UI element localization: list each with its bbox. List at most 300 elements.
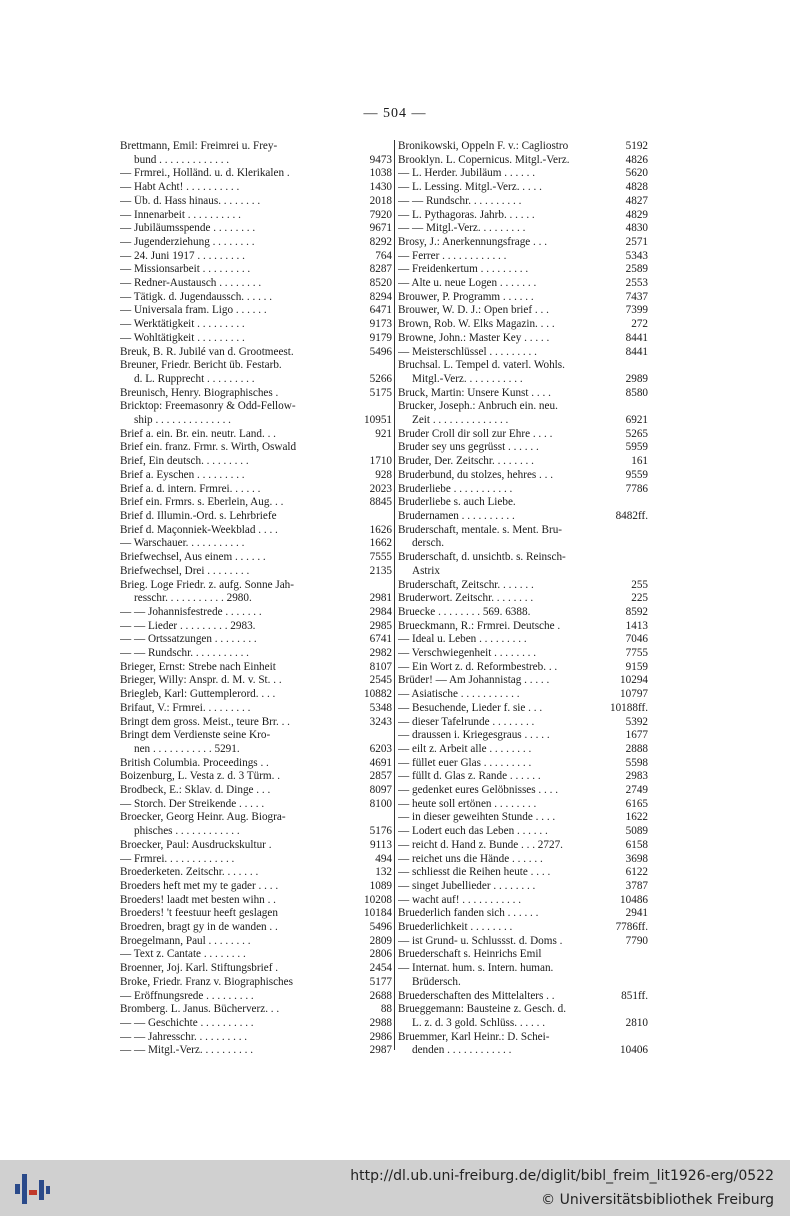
entry-number (644, 962, 648, 976)
index-entry (398, 633, 648, 647)
index-entry (398, 236, 648, 250)
entry-title: Breuk, B. R. Jubilé van d. Grootmeest. (120, 345, 294, 358)
entry-title: — heute soll ertönen . . . . . . . . (398, 797, 537, 810)
index-entry (120, 798, 392, 812)
entry-title: Broecker, Paul: Ausdruckskultur . (120, 838, 272, 851)
index-entry (398, 620, 648, 634)
entry-number: 2983 (625, 770, 648, 783)
entry-number (644, 537, 648, 551)
entry-title: Brouwer, W. D. J.: Open brief . . . (398, 304, 549, 317)
index-entry (398, 894, 648, 908)
entry-number: 8287 (369, 263, 392, 276)
index-entry (120, 757, 392, 771)
entry-title: British Columbia. Proceedings . . (120, 756, 269, 769)
entry-title: Bringt dem gross. Meist., teure Brr. . . (120, 715, 290, 728)
entry-title: — Frmrei. . . . . . . . . . . . . (120, 852, 235, 865)
entry-number: 9473 (369, 153, 392, 166)
index-entry (120, 346, 392, 360)
index-entry (120, 222, 392, 236)
entry-number: 10184 (364, 907, 392, 920)
entry-number: 2984 (369, 605, 392, 618)
entry-title: Brueggemann: Bausteine z. Gesch. d. (398, 1003, 567, 1016)
index-entry (398, 483, 648, 497)
entry-number: 2749 (625, 784, 648, 797)
entry-title: Bruderliebe s. auch Liebe. (398, 496, 516, 509)
index-entry (398, 154, 648, 168)
entry-number: 1622 (625, 811, 648, 824)
entry-title: Brief d. Maçonniek-Weekblad . . . . (120, 523, 278, 536)
index-entry (120, 181, 392, 195)
index-entry (120, 592, 392, 606)
entry-title: — dieser Tafelrunde . . . . . . . . (398, 715, 535, 728)
entry-number: 7046 (625, 633, 648, 646)
entry-title: — Freidenkertum . . . . . . . . . (398, 263, 529, 276)
index-entry (398, 702, 648, 716)
entry-number: 2982 (369, 647, 392, 660)
entry-title: Brodbeck, E.: Sklav. d. Dinge . . . (120, 784, 271, 797)
entry-number: 5192 (625, 140, 648, 152)
entry-title: bund . . . . . . . . . . . . . (134, 153, 230, 166)
entry-number (388, 359, 392, 373)
entry-number: 5959 (625, 441, 648, 454)
index-entry (120, 990, 392, 1004)
entry-number: 9671 (369, 222, 392, 235)
entry-title: Brieger, Willy: Anspr. d. M. v. St. . . (120, 674, 282, 687)
index-entry (120, 894, 392, 908)
index-entry (120, 976, 392, 990)
index-entry (120, 729, 392, 743)
index-entry (398, 524, 648, 538)
index-entry (398, 962, 648, 976)
index-entry (120, 811, 392, 825)
entry-title: Brief ein. franz. Frmr. s. Wirth, Oswald (120, 441, 297, 454)
entry-number: 8294 (369, 290, 392, 303)
index-column-left (120, 140, 392, 1058)
entry-title: Breuner, Friedr. Bericht üb. Festarb. (120, 359, 282, 372)
entry-title: — Ideal u. Leben . . . . . . . . . (398, 633, 527, 646)
entry-number (644, 1003, 648, 1017)
entry-number: 9173 (369, 318, 392, 331)
index-entry (398, 1031, 648, 1045)
entry-number: 10486 (620, 893, 648, 906)
entry-title: Brüder! — Am Johannistag . . . . . (398, 674, 550, 687)
entry-number: 10882 (364, 688, 392, 701)
entry-number: 2989 (625, 372, 648, 385)
entry-number (388, 441, 392, 455)
entry-number: 7920 (369, 208, 392, 221)
entry-title: Briegleb, Karl: Guttemplerord. . . . (120, 688, 276, 701)
index-entry (398, 140, 648, 154)
entry-title: Brieg. Loge Friedr. z. aufg. Sonne Jah- (120, 578, 294, 591)
entry-number: 6921 (625, 414, 648, 427)
index-entry (120, 935, 392, 949)
entry-title: — ist Grund- u. Schlussst. d. Doms . (398, 934, 563, 947)
entry-number: 255 (631, 578, 648, 591)
entry-number: 1089 (369, 879, 392, 892)
index-entry (120, 195, 392, 209)
index-entry (398, 661, 648, 675)
index-entry (120, 428, 392, 442)
entry-number: 2857 (369, 770, 392, 783)
entry-number: 88 (380, 1003, 392, 1016)
entry-number: 7790 (625, 934, 648, 947)
entry-number: 494 (375, 852, 392, 865)
entry-title: — Werktätigkeit . . . . . . . . . (120, 318, 245, 331)
index-entry (398, 510, 648, 524)
index-entry (120, 483, 392, 497)
entry-title: Broeders! 't feestuur heeft geslagen (120, 907, 278, 920)
index-entry (398, 469, 648, 483)
entry-number: 9159 (625, 660, 648, 673)
index-entry (120, 770, 392, 784)
entry-title: — singet Jubellieder . . . . . . . . (398, 879, 536, 892)
entry-number: 5496 (369, 345, 392, 358)
index-entry (120, 825, 392, 839)
entry-number: 1430 (369, 181, 392, 194)
entry-title: — — Jahresschr. . . . . . . . . . (120, 1030, 248, 1043)
entry-title: — 24. Juni 1917 . . . . . . . . . (120, 249, 245, 262)
entry-number (388, 579, 392, 593)
entry-number: 1662 (369, 537, 392, 550)
entry-number: 132 (375, 866, 392, 879)
entry-title: — Storch. Der Streikende . . . . . (120, 797, 265, 810)
entry-title: Bruderbund, du stolzes, hehres . . . (398, 468, 554, 481)
entry-title: Broke, Friedr. Franz v. Biographisches (120, 975, 293, 988)
entry-title: — Jubiläumsspende . . . . . . . . (120, 222, 256, 235)
entry-title: — Universala fram. Ligo . . . . . . (120, 304, 267, 317)
entry-number: 5392 (625, 715, 648, 728)
entry-title: Browne, John.: Master Key . . . . . (398, 331, 550, 344)
entry-number: 3243 (369, 715, 392, 728)
entry-title: Brooklyn. L. Copernicus. Mitgl.-Verz. (398, 153, 570, 166)
entry-number: 2589 (625, 263, 648, 276)
entry-title: — — Mitgl.-Verz. . . . . . . . . (398, 222, 526, 235)
entry-number: 1626 (369, 523, 392, 536)
index-entry (398, 647, 648, 661)
entry-number: 3787 (625, 879, 648, 892)
entry-number: 8520 (369, 277, 392, 290)
entry-number: 6203 (369, 742, 392, 755)
index-entry (398, 880, 648, 894)
entry-number: 2986 (369, 1030, 392, 1043)
index-entry (120, 414, 392, 428)
index-entry (398, 455, 648, 469)
entry-title: Bruderwort. Zeitschr. . . . . . . . (398, 592, 534, 605)
index-entry (120, 1003, 392, 1017)
entry-number: 4828 (625, 181, 648, 194)
index-entry (398, 743, 648, 757)
index-entry (120, 496, 392, 510)
index-entry (398, 496, 648, 510)
index-entry (120, 1031, 392, 1045)
entry-title: L. z. d. 3 gold. Schlüss. . . . . . (412, 1017, 546, 1029)
entry-title: Zeit . . . . . . . . . . . . . . (412, 414, 509, 427)
entry-number: 10188ff. (609, 701, 648, 714)
index-entry (120, 537, 392, 551)
entry-title: Broeders! laadt met besten wihn . . (120, 893, 276, 906)
entry-title: Brosy, J.: Anerkennungsfrage . . . (398, 235, 548, 248)
entry-title: Bruderliebe . . . . . . . . . . . (398, 482, 513, 495)
entry-title: Brifaut, V.: Frmrei. . . . . . . . . (120, 701, 251, 714)
entry-number: 2806 (369, 948, 392, 961)
index-entry (120, 304, 392, 318)
entry-title: Bruder Croll dir soll zur Ehre . . . . (398, 427, 553, 440)
index-entry (120, 455, 392, 469)
entry-number (644, 1031, 648, 1045)
entry-title: Brettmann, Emil: Freimrei u. Frey- (120, 140, 278, 152)
entry-title: — Redner-Austausch . . . . . . . . (120, 277, 262, 290)
index-entry (120, 291, 392, 305)
index-entry (120, 209, 392, 223)
entry-title: — Frmrei., Holländ. u. d. Klerikalen . (120, 167, 290, 180)
entry-title: Bricktop: Freemasonry & Odd-Fellow- (120, 400, 296, 413)
entry-number: 8107 (369, 660, 392, 673)
index-entry (398, 811, 648, 825)
entry-number: 8592 (625, 605, 648, 618)
entry-title: — Innenarbeit . . . . . . . . . . (120, 208, 241, 221)
entry-number: 2888 (625, 742, 648, 755)
source-url-link[interactable]: http://dl.ub.uni-freiburg.de/diglit/bibl_freim_lit1926-erg/0522 (350, 1168, 774, 1184)
entry-number: 2987 (369, 1044, 392, 1057)
entry-title: — wacht auf! . . . . . . . . . . . (398, 893, 522, 906)
entry-title: — Jugenderziehung . . . . . . . . (120, 235, 255, 248)
index-entry (398, 428, 648, 442)
index-entry (398, 414, 648, 428)
index-entry (120, 524, 392, 538)
index-entry (120, 948, 392, 962)
index-entry (398, 359, 648, 373)
index-entry (398, 1003, 648, 1017)
index-entry (398, 181, 648, 195)
index-entry (120, 880, 392, 894)
index-entry (398, 263, 648, 277)
entry-number: 225 (631, 592, 648, 605)
entry-title: — — Ortssatzungen . . . . . . . . (120, 633, 257, 646)
entry-number: 851ff. (621, 989, 648, 1002)
entry-title: Bruederschaften des Mittelalters . . (398, 989, 555, 1002)
entry-title: — — Geschichte . . . . . . . . . . (120, 1017, 254, 1029)
entry-title: Brief a. d. intern. Frmrei. . . . . . (120, 482, 261, 495)
entry-title: Brudernamen . . . . . . . . . . (398, 509, 515, 522)
entry-number: 1038 (369, 167, 392, 180)
entry-number: 2985 (369, 619, 392, 632)
entry-number (388, 140, 392, 154)
index-entry (120, 743, 392, 757)
entry-number: 5177 (369, 975, 392, 988)
index-entry (398, 565, 648, 579)
index-entry (120, 853, 392, 867)
entry-title: — Lodert euch das Leben . . . . . . (398, 825, 548, 838)
entry-title: — L. Lessing. Mitgl.-Verz. . . . . (398, 181, 542, 194)
entry-number: 5176 (369, 825, 392, 838)
entry-title: — L. Pythagoras. Jahrb. . . . . . (398, 208, 535, 221)
index-entry (120, 1044, 392, 1058)
entry-number: 4826 (625, 153, 648, 166)
index-entry (120, 688, 392, 702)
entry-title: — Warschauer. . . . . . . . . . . (120, 537, 245, 550)
entry-title: Breunisch, Henry. Biographisches . (120, 386, 279, 399)
index-entry (398, 195, 648, 209)
entry-title: Brueckmann, R.: Frmrei. Deutsche . (398, 619, 561, 632)
entry-title: phisches . . . . . . . . . . . . (134, 825, 240, 838)
entry-number: 5348 (369, 701, 392, 714)
entry-number: 5265 (625, 427, 648, 440)
entry-number: 4829 (625, 208, 648, 221)
entry-title: — Ferrer . . . . . . . . . . . . (398, 249, 507, 262)
entry-title: Bruderschaft, d. unsichtb. s. Reinsch- (398, 551, 566, 564)
entry-number: 2809 (369, 934, 392, 947)
index-entry (120, 633, 392, 647)
entry-title: — Alte u. neue Logen . . . . . . . (398, 277, 537, 290)
entry-title: Brieger, Ernst: Strebe nach Einheit (120, 660, 276, 673)
entry-number: 5175 (369, 386, 392, 399)
entry-title: Brief a. ein. Br. ein. neutr. Land. . . (120, 427, 276, 440)
index-entry (398, 798, 648, 812)
entry-number: 3698 (625, 852, 648, 865)
index-entry (398, 291, 648, 305)
index-entry (398, 784, 648, 798)
entry-number: 928 (375, 468, 392, 481)
entry-number: 8580 (625, 386, 648, 399)
entry-number: 2454 (369, 962, 392, 975)
index-entry (120, 866, 392, 880)
entry-title: Bruder sey uns gegrüsst . . . . . . (398, 441, 539, 454)
index-entry (120, 716, 392, 730)
entry-title: Bruemmer, Karl Heinr.: D. Schei- (398, 1030, 550, 1043)
library-logo-icon (12, 1168, 52, 1208)
entry-number (388, 510, 392, 524)
entry-title: — Wohltätigkeit . . . . . . . . . (120, 331, 245, 344)
entry-title: — — Johannisfestrede . . . . . . . (120, 605, 262, 618)
entry-title: Bruchsal. L. Tempel d. vaterl. Wohls. (398, 359, 565, 372)
index-entry (120, 921, 392, 935)
entry-number (644, 359, 648, 373)
entry-number: 9559 (625, 468, 648, 481)
entry-title: Bruederlich fanden sich . . . . . . (398, 907, 539, 920)
entry-title: dersch. (412, 537, 444, 550)
index-entry (398, 373, 648, 387)
entry-number: 2988 (369, 1017, 392, 1029)
entry-title: — — Lieder . . . . . . . . . 2983. (120, 619, 256, 632)
entry-title: Brüdersch. (412, 975, 461, 988)
index-entry (398, 387, 648, 401)
entry-title: — Asiatische . . . . . . . . . . . (398, 688, 520, 701)
entry-title: — Internat. hum. s. Intern. human. (398, 962, 554, 975)
entry-title: Broecker, Georg Heinr. Aug. Biogra- (120, 811, 286, 824)
entry-number: 161 (631, 455, 648, 468)
index-entry (398, 592, 648, 606)
entry-title: Brucker, Joseph.: Anbruch ein. neu. (398, 400, 558, 413)
index-entry (398, 209, 648, 223)
index-entry (120, 606, 392, 620)
index-entry (120, 167, 392, 181)
entry-number: 2941 (625, 907, 648, 920)
index-entry (120, 400, 392, 414)
entry-title: — gedenket eures Gelöbnisses . . . . (398, 784, 559, 797)
index-entry (398, 222, 648, 236)
entry-number: 2545 (369, 674, 392, 687)
index-entry (120, 332, 392, 346)
entry-number: 7786ff. (615, 921, 648, 934)
entry-number (644, 524, 648, 538)
index-entry (398, 551, 648, 565)
index-entry (120, 263, 392, 277)
entry-title: — Meisterschlüssel . . . . . . . . . (398, 345, 537, 358)
entry-title: — eilt z. Arbeit alle . . . . . . . . (398, 742, 532, 755)
entry-number: 1413 (625, 619, 648, 632)
index-column-right (398, 140, 648, 1058)
entry-number: 2023 (369, 482, 392, 495)
entry-title: Mitgl.-Verz. . . . . . . . . . . (412, 372, 523, 385)
entry-title: Briefwechsel, Drei . . . . . . . . (120, 564, 250, 577)
entry-number: 5266 (369, 372, 392, 385)
entry-number: 5089 (625, 825, 648, 838)
entry-number: 2571 (625, 235, 648, 248)
entry-number: 9113 (370, 838, 392, 851)
entry-title: Boizenburg, L. Vesta z. d. 3 Türm. . (120, 770, 281, 783)
index-entry (398, 318, 648, 332)
index-entry (120, 1017, 392, 1031)
entry-number: 1710 (369, 455, 392, 468)
entry-number: 4691 (369, 756, 392, 769)
entry-number: 10208 (364, 893, 392, 906)
entry-title: — Missionsarbeit . . . . . . . . . (120, 263, 251, 276)
index-entry (398, 935, 648, 949)
entry-number: 2018 (369, 194, 392, 207)
index-entry (120, 510, 392, 524)
index-entry (398, 304, 648, 318)
index-entry (120, 962, 392, 976)
index-entry (398, 537, 648, 551)
footer-bar (0, 1160, 790, 1216)
entry-title: — reichet uns die Hände . . . . . . (398, 852, 543, 865)
entry-title: — Text z. Cantate . . . . . . . . (120, 948, 246, 961)
index-entry (398, 277, 648, 291)
entry-title: — Habt Acht! . . . . . . . . . . (120, 181, 240, 194)
index-entry (398, 1044, 648, 1058)
entry-number: 8441 (625, 331, 648, 344)
index-entry (120, 661, 392, 675)
entry-number: 7437 (625, 290, 648, 303)
entry-title: denden . . . . . . . . . . . . (412, 1044, 512, 1057)
index-entry (398, 948, 648, 962)
entry-number: 272 (631, 318, 648, 331)
index-entry (120, 359, 392, 373)
index-entry (398, 1017, 648, 1031)
index-entry (120, 318, 392, 332)
index-entry (398, 346, 648, 360)
index-entry (398, 839, 648, 853)
index-entry (398, 976, 648, 990)
index-entry (120, 277, 392, 291)
entry-number: 2688 (369, 989, 392, 1002)
index-entry (398, 250, 648, 264)
entry-title: — Ein Wort z. d. Reformbestreb. . . (398, 660, 558, 673)
entry-title: d. L. Rupprecht . . . . . . . . . (134, 372, 255, 385)
entry-title: — Besuchende, Lieder f. sie . . . (398, 701, 543, 714)
entry-number (388, 811, 392, 825)
index-entry (120, 620, 392, 634)
entry-number: 10951 (364, 414, 392, 427)
index-entry (120, 441, 392, 455)
entry-number: 2981 (369, 592, 392, 605)
entry-title: — — Rundschr. . . . . . . . . . . (120, 647, 249, 660)
index-entry (398, 770, 648, 784)
entry-title: Brown, Rob. W. Elks Magazin. . . . (398, 318, 555, 331)
index-entry (120, 839, 392, 853)
entry-title: nen . . . . . . . . . . . 5291. (134, 742, 240, 755)
index-entry (120, 907, 392, 921)
